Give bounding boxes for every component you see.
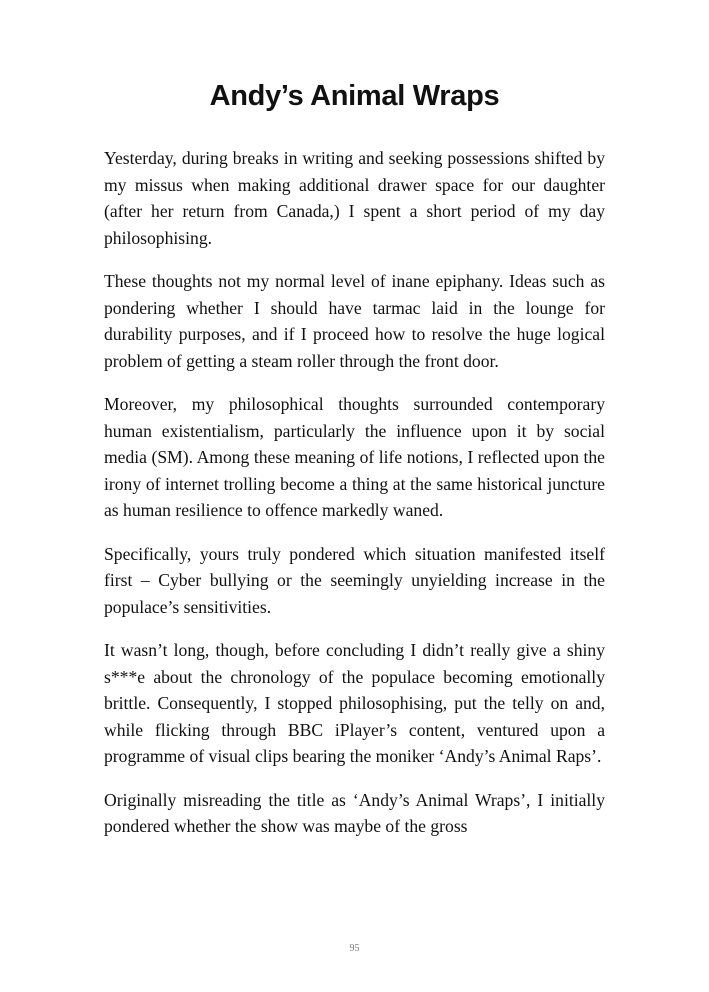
paragraph: These thoughts not my normal level of inane epiphany. Ideas such as pondering whether I should have tarmac laid in the lounge for durability purposes, and if I proceed how to resolve the huge logical problem of getting a steam roller through the front door. <box>104 271 605 371</box>
paragraph: Moreover, my philosophical thoughts surrounded contemporary human existentialism, particularly the influence upon it by social media (SM). Among these meaning of life notions, I reflected upon the irony of internet trolling become a thing at the same historical juncture as human resilience to offence markedly waned. <box>104 394 605 520</box>
paragraph: It wasn’t long, though, before concluding I didn’t really give a shiny s***e about the chronology of the populace becoming emotionally brittle. Consequently, I stopped philosophising, put the telly on and, while flicking through BBC iPlayer’s content, ventured upon a programme of visual clips bearing the moniker ‘Andy’s Animal Raps’. <box>104 640 605 766</box>
paragraph: Specifically, yours truly pondered which situation manifested itself first – Cyber bullying or the seemingly unyielding increase in the populace’s sensitivities. <box>104 543 605 617</box>
paragraph: Yesterday, during breaks in writing and seeking possessions shifted by my missus when making additional drawer space for our daughter (after her return from Canada,) I spent a short period of my day philosophising. <box>104 148 605 248</box>
page-number: 95 <box>349 943 360 954</box>
body-text <box>104 145 605 857</box>
page-title: Andy’s Animal Wraps <box>209 80 500 112</box>
paragraph: Originally misreading the title as ‘Andy’s Animal Wraps’, I initially pondered whether the show was maybe of the gross <box>104 789 605 836</box>
